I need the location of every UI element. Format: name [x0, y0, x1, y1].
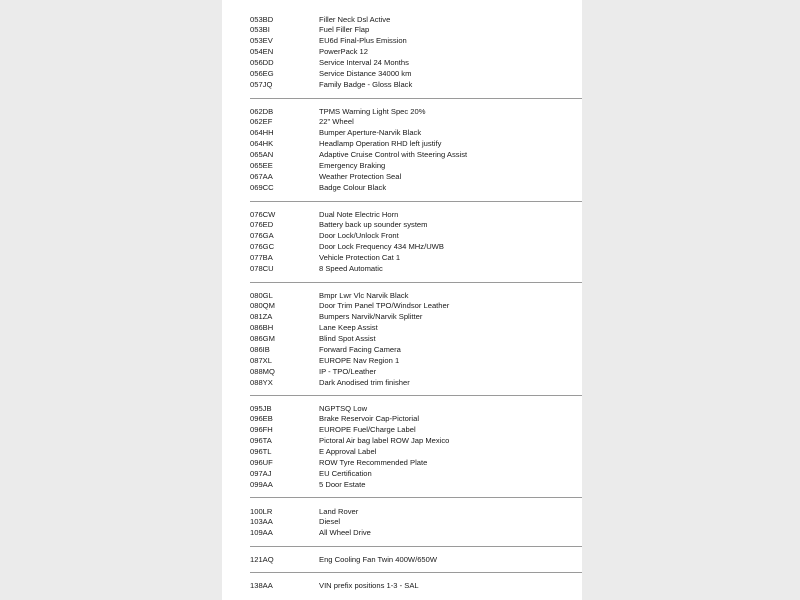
section-divider [250, 201, 582, 202]
table-row [250, 469, 582, 480]
table-row [250, 15, 582, 26]
option-code: 088MQ [250, 366, 275, 376]
option-description: Land Rover [319, 506, 359, 516]
table-row [250, 47, 582, 58]
table-row [250, 128, 582, 139]
table-row [250, 242, 582, 253]
option-code: 076ED [250, 220, 274, 230]
option-code: 056EG [250, 68, 274, 78]
option-code: 095JB [250, 403, 272, 413]
table-row [250, 231, 582, 242]
option-code: 103AA [250, 517, 273, 527]
option-description: Family Badge - Gloss Black [319, 79, 413, 89]
section-divider [250, 395, 582, 396]
table-row [250, 25, 582, 36]
options-sheet [222, 0, 582, 600]
option-code: 096TA [250, 436, 272, 446]
option-description: Blind Spot Assist [319, 334, 376, 344]
option-code: 056DD [250, 58, 274, 68]
option-code: 096TL [250, 447, 272, 457]
option-description: Badge Colour Black [319, 182, 387, 192]
option-description: Service Distance 34000 km [319, 68, 412, 78]
option-code: 099AA [250, 479, 273, 489]
option-group-121 [250, 555, 582, 566]
table-row [250, 264, 582, 275]
option-code: 054EN [250, 47, 274, 57]
section-divider [250, 98, 582, 99]
option-description: NGPTSQ Low [319, 403, 368, 413]
option-description: Door Lock Frequency 434 MHz/UWB [319, 242, 444, 252]
option-code: 087XL [250, 355, 272, 365]
option-description: Lane Keep Assist [319, 323, 378, 333]
option-code: 076GA [250, 231, 274, 241]
option-code: 065EE [250, 160, 273, 170]
option-description: Fuel Filler Flap [319, 25, 370, 35]
option-description: Door Trim Panel TPO/Windsor Leather [319, 301, 450, 311]
table-row [250, 436, 582, 447]
option-group-062 [250, 107, 582, 194]
option-description: EU6d Final-Plus Emission [319, 36, 407, 46]
option-code: 097AJ [250, 468, 272, 478]
table-row [250, 447, 582, 458]
table-row [250, 220, 582, 231]
option-code: 086GM [250, 334, 275, 344]
option-description: All Wheel Drive [319, 528, 371, 538]
option-description: 8 Speed Automatic [319, 263, 383, 273]
option-code: 053EV [250, 36, 273, 46]
table-row [250, 458, 582, 469]
option-description: E Approval Label [319, 447, 377, 457]
option-code: 077BA [250, 253, 273, 263]
table-row [250, 581, 582, 592]
table-row [250, 345, 582, 356]
table-row [250, 356, 582, 367]
option-description: PowerPack 12 [319, 47, 368, 57]
option-description: Service Interval 24 Months [319, 58, 409, 68]
table-row [250, 414, 582, 425]
table-row [250, 183, 582, 194]
table-row [250, 172, 582, 183]
table-row [250, 210, 582, 221]
option-code: 076GC [250, 242, 275, 252]
option-code: 109AA [250, 528, 273, 538]
option-description: Emergency Braking [319, 160, 386, 170]
table-row [250, 301, 582, 312]
option-code: 053BD [250, 14, 274, 24]
section-divider [250, 546, 582, 547]
option-code: 121AQ [250, 554, 274, 564]
table-row [250, 150, 582, 161]
option-code: 138AA [250, 580, 273, 590]
option-description: Weather Protection Seal [319, 171, 402, 181]
option-description: EUROPE Nav Region 1 [319, 355, 400, 365]
table-row [250, 291, 582, 302]
option-code: 076CW [250, 209, 276, 219]
option-description: Adaptive Cruise Control with Steering Assist [319, 150, 468, 160]
option-description: 5 Door Estate [319, 479, 366, 489]
option-group-053 [250, 15, 582, 91]
option-code: 069CC [250, 182, 274, 192]
option-description: Forward Facing Camera [319, 344, 401, 354]
option-code: 080QM [250, 301, 275, 311]
option-description: IP - TPO/Leather [319, 366, 377, 376]
option-code: 062DB [250, 106, 274, 116]
section-divider [250, 282, 582, 283]
option-description: 22" Wheel [319, 117, 354, 127]
option-description: Dark Anodised trim finisher [319, 377, 410, 387]
option-code: 086BH [250, 323, 274, 333]
option-description: Diesel [319, 517, 341, 527]
table-row [250, 517, 582, 528]
option-code: 096EB [250, 414, 273, 424]
table-row [250, 312, 582, 323]
table-row [250, 139, 582, 150]
option-description: Dual Note Electric Horn [319, 209, 399, 219]
table-row [250, 253, 582, 264]
option-description: Pictoral Air bag label ROW Jap Mexico [319, 436, 450, 446]
option-code: 053BI [250, 25, 270, 35]
option-description: Battery back up sounder system [319, 220, 428, 230]
table-row [250, 323, 582, 334]
option-group-076 [250, 210, 582, 275]
option-group-138 [250, 581, 582, 592]
option-description: Bmpr Lwr Vlc Narvik Black [319, 290, 409, 300]
table-row [250, 36, 582, 47]
option-description: ROW Tyre Recommended Plate [319, 457, 428, 467]
option-code: 064HH [250, 128, 274, 138]
table-row [250, 69, 582, 80]
table-row [250, 80, 582, 91]
table-row [250, 480, 582, 491]
table-row [250, 404, 582, 415]
option-description: Vehicle Protection Cat 1 [319, 253, 401, 263]
table-row [250, 58, 582, 69]
option-description: Eng Cooling Fan Twin 400W/650W [319, 554, 438, 564]
option-group-095 [250, 404, 582, 491]
option-group-100 [250, 507, 582, 540]
table-row [250, 555, 582, 566]
table-row [250, 161, 582, 172]
option-code: 100LR [250, 506, 273, 516]
table-row [250, 117, 582, 128]
table-row [250, 528, 582, 539]
option-description: Filler Neck Dsl Active [319, 14, 391, 24]
option-description: Headlamp Operation RHD left justify [319, 139, 442, 149]
option-code: 057JQ [250, 79, 273, 89]
table-row [250, 378, 582, 389]
option-code: 064HK [250, 139, 274, 149]
table-row [250, 107, 582, 118]
option-code: 065AN [250, 150, 274, 160]
section-divider [250, 497, 582, 498]
option-description: Brake Reservoir Cap-Pictorial [319, 414, 420, 424]
option-description: EU Certification [319, 468, 372, 478]
option-description: EUROPE Fuel/Charge Label [319, 425, 416, 435]
option-code: 081ZA [250, 312, 273, 322]
option-code: 062EF [250, 117, 273, 127]
option-code: 078CU [250, 263, 274, 273]
section-divider [250, 572, 582, 573]
option-description: Bumper Aperture-Narvik Black [319, 128, 422, 138]
option-code: 096UF [250, 457, 273, 467]
table-row [250, 334, 582, 345]
option-group-080 [250, 291, 582, 389]
option-code: 067AA [250, 171, 273, 181]
table-row [250, 367, 582, 378]
option-code: 088YX [250, 377, 273, 387]
option-code: 096FH [250, 425, 273, 435]
option-description: TPMS Warning Light Spec 20% [319, 106, 426, 116]
option-code: 086IB [250, 344, 270, 354]
table-row [250, 507, 582, 518]
option-code: 080GL [250, 290, 273, 300]
table-row [250, 425, 582, 436]
option-description: Door Lock/Unlock Front [319, 231, 399, 241]
option-description: VIN prefix positions 1-3 - SAL [319, 580, 419, 590]
option-description: Bumpers Narvik/Narvik Splitter [319, 312, 423, 322]
